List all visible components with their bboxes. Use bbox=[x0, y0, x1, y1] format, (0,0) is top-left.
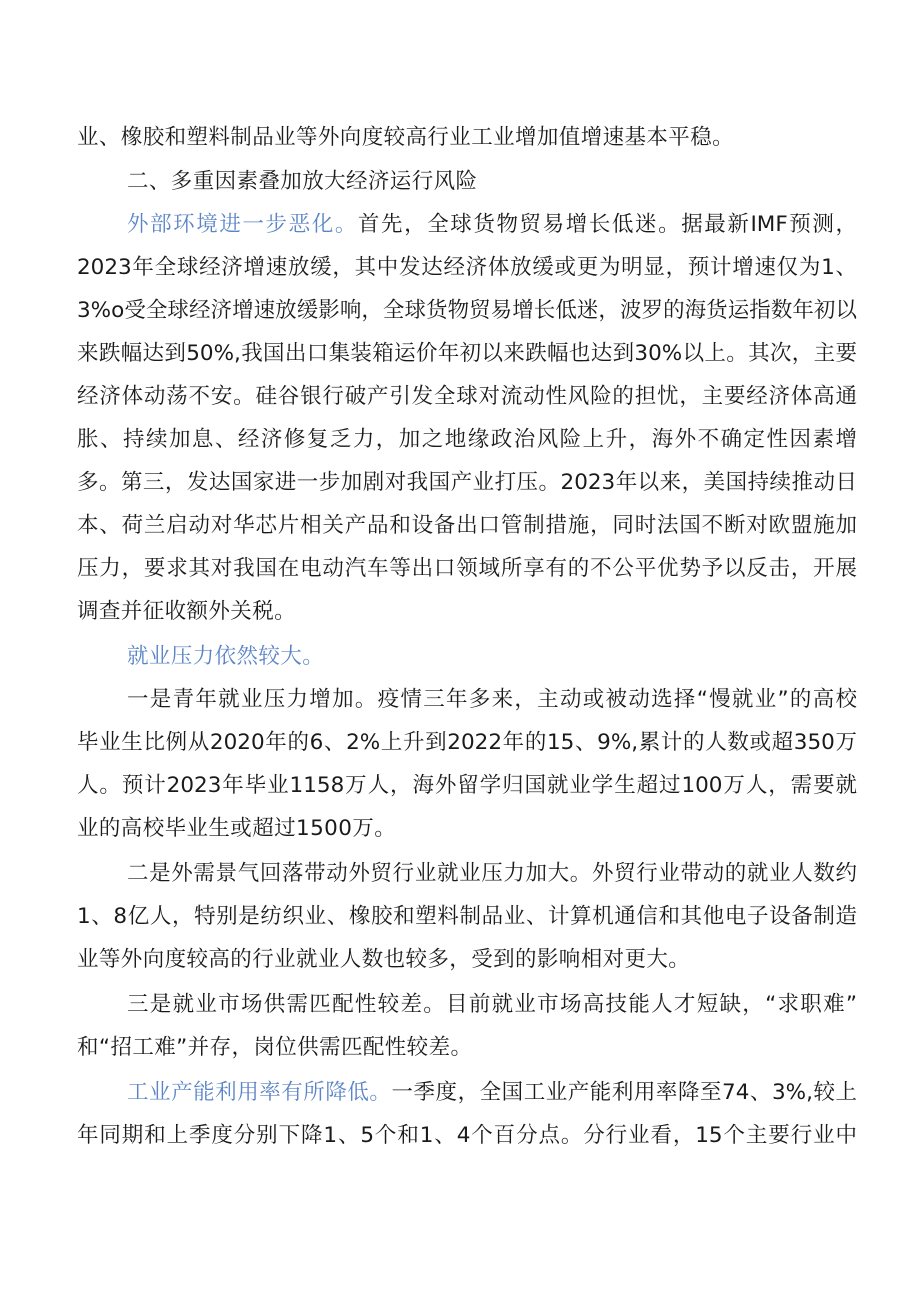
highlight-phrase: 外部环境进一步恶化。 bbox=[127, 212, 358, 237]
text-span: 首先，全球货物贸易增长低迷。据最新IMF预测， bbox=[357, 212, 857, 237]
text-line: 调查并征收额外关税。 bbox=[77, 599, 297, 624]
text-line: 和“招工难”并存，岗位供需匹配性较差。 bbox=[77, 1035, 473, 1060]
text-line: 来跌幅达到50%,我国出口集装箱运价年初以来跌幅也达到30%以上。其次，主要 bbox=[77, 341, 857, 366]
highlight-phrase: 工业产能利用率有所降低。 bbox=[127, 1080, 392, 1105]
text-line: 人。预计2023年毕业1158万人，海外留学归国就业学生超过100万人，需要就 bbox=[77, 773, 857, 798]
text-span: 一季度，全国工业产能利用率降至74、3%,较上 bbox=[391, 1080, 857, 1105]
text-line bbox=[127, 210, 857, 240]
text-line: 业的高校毕业生或超过1500万。 bbox=[77, 816, 397, 841]
text-line: 多。第三，发达国家进一步加剧对我国产业打压。2023年以来，美国持续推动日 bbox=[77, 470, 857, 495]
text-line: 三是就业市场供需匹配性较差。目前就业市场高技能人才短缺，“求职难” bbox=[127, 992, 857, 1017]
section-heading: 二、多重因素叠加放大经济运行风险 bbox=[127, 169, 478, 194]
text-line: 本、荷兰启动对华芯片相关产品和设备出口管制措施，同时法国不断对欧盟施加 bbox=[77, 513, 857, 538]
text-line: 2023年全球经济增速放缓，其中发达经济体放缓或更为明显，预计增速仅为1、 bbox=[77, 255, 857, 280]
text-line: 毕业生比例从2020年的6、2%上升到2022年的15、9%,累计的人数或超350万 bbox=[77, 730, 857, 755]
text-line: 年同期和上季度分别下降1、5个和1、4个百分点。分行业看，15个主要行业中 bbox=[77, 1123, 857, 1148]
text-line: 业等外向度较高的行业就业人数也较多，受到的影响相对更大。 bbox=[77, 947, 691, 972]
text-line: 胀、持续加息、经济修复乏力，加之地缘政治风险上升，海外不确定性因素增 bbox=[77, 427, 857, 452]
text-line: 1、8亿人，特别是纺织业、橡胶和塑料制品业、计算机通信和其他电子设备制造 bbox=[77, 904, 857, 929]
text-line: 经济体动荡不安。硅谷银行破产引发全球对流动性风险的担忧，主要经济体高通 bbox=[77, 384, 857, 409]
text-line: 压力，要求其对我国在电动汽车等出口领域所享有的不公平优势予以反击，开展 bbox=[77, 556, 857, 581]
text-line bbox=[127, 1078, 857, 1108]
highlight-heading: 就业压力依然较大。 bbox=[127, 644, 325, 669]
text-line: 二是外需景气回落带动外贸行业就业压力加大。外贸行业带动的就业人数约 bbox=[127, 861, 857, 886]
text-line: 一是青年就业压力增加。疫情三年多来，主动或被动选择“慢就业”的高校 bbox=[127, 687, 857, 712]
text-line: 业、橡胶和塑料制品业等外向度较高行业工业增加值增速基本平稳。 bbox=[77, 125, 735, 150]
text-line: 3%o受全球经济增速放缓影响，全球货物贸易增长低迷，波罗的海货运指数年初以 bbox=[77, 298, 857, 323]
